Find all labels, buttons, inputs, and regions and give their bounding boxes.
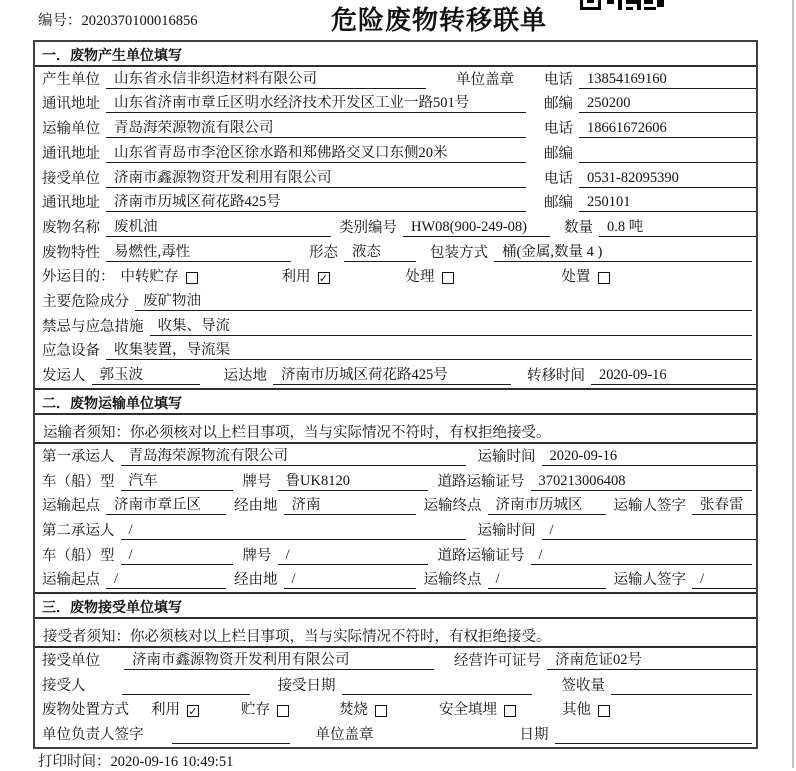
serial-label: 编号：: [38, 13, 82, 29]
disposal-option-other-label: 其他: [562, 702, 591, 719]
waste-name-row: [35, 215, 756, 240]
disposal-option-landfill: [439, 701, 516, 719]
purpose-option-dispose-label: 处置: [561, 269, 591, 286]
disposal-option-use-checkbox: ✓: [188, 705, 198, 719]
hazard-label: 主要危险成分: [42, 294, 129, 311]
carrier1-via-value: 济南: [284, 497, 416, 515]
producer-phone-label: 电话: [544, 71, 573, 88]
packing-value: 桶(金属,数量 4 ): [494, 244, 752, 262]
print-time-value: 2020-09-16 10:49:51: [110, 754, 234, 770]
disposal-option-store-label: 贮存: [241, 702, 270, 719]
qr-code-fragment: [580, 0, 664, 11]
packing-label: 包装方式: [430, 244, 488, 261]
purpose-row: [35, 265, 756, 290]
producer-seal-label: 单位盖章: [456, 71, 514, 88]
receive-unit-row: [35, 648, 756, 673]
producer-label: 产生单位: [42, 71, 100, 88]
consignor-value: 郭玉波: [92, 367, 200, 385]
disposal-option-incinerate-checkbox: [375, 705, 387, 717]
disposal-option-other-checkbox: [598, 705, 610, 717]
disposal-option-other: [562, 701, 610, 719]
disposal-label: 废物处置方式: [42, 702, 129, 719]
purpose-option-dispose-checkbox: [598, 272, 610, 284]
producer-value: 山东省永信非织造材料有限公司: [106, 71, 426, 89]
carrier1-value: 青岛海荣源物流有限公司: [121, 448, 466, 466]
carrier1-plate-value: 鲁UK8120: [278, 473, 428, 491]
receiver-zip-label: 邮编: [544, 195, 573, 212]
destination-value: 济南市历城区荷花路425号: [273, 367, 511, 385]
carrier1-label: 第一承运人: [42, 448, 115, 465]
disposal-option-use-label: 利用: [151, 702, 180, 719]
license-value: 济南危证02号: [547, 652, 756, 670]
carrier1-sign-value: 张春雷: [692, 497, 756, 515]
carrier1-time-value: 2020-09-16: [542, 448, 757, 466]
carrier2-origin-label: 运输起点: [42, 572, 100, 589]
disposal-option-incinerate-label: 焚烧: [339, 702, 368, 719]
transporter-zip-group: [544, 145, 756, 163]
carrier1-end-label: 运输终点: [423, 498, 482, 515]
receiver-zip-value: 250101: [579, 194, 756, 212]
purpose-label: 外运目的：: [42, 269, 115, 286]
disposal-option-use: [151, 701, 199, 719]
carrier2-end-value: /: [488, 571, 606, 589]
taboo-label: 禁忌与应急措施: [42, 318, 144, 335]
purpose-option-transfer-storage-checkbox: [186, 272, 198, 284]
received-qty-label: 签收量: [561, 677, 605, 694]
carrier2-time-label: 运输时间: [477, 522, 536, 539]
disposal-option-store-checkbox: [277, 705, 289, 717]
producer-zip-label: 邮编: [544, 96, 573, 113]
consignor-label: 发运人: [42, 368, 86, 385]
transporter-address-row: [35, 141, 756, 166]
purpose-option-use-label: 利用: [281, 269, 311, 286]
purpose-option-treat: [406, 268, 454, 286]
producer-zip-value: 250200: [579, 95, 756, 113]
license-label: 经营许可证号: [454, 653, 541, 670]
state-value: 液态: [344, 244, 416, 262]
producer-zip-group: [544, 95, 756, 113]
destination-label: 运达地: [223, 368, 267, 385]
carrier1-vehicle-row: [35, 469, 756, 494]
carrier2-via-value: /: [284, 571, 416, 589]
producer-row: [35, 67, 756, 92]
unit-seal-label: 单位盖章: [315, 727, 374, 744]
transporter-address-label: 通讯地址: [42, 145, 100, 162]
waste-trait-value: 易燃性,毒性: [106, 244, 291, 262]
transporter-row: [35, 116, 756, 141]
transporter-address-value: 山东省青岛市李沧区徐水路和郑佛路交叉口东侧20米: [106, 145, 526, 163]
section2-title: 二．废物运输单位填写: [35, 388, 756, 415]
quantity-value: 0.8 吨: [599, 219, 756, 237]
disposal-option-store: [241, 701, 289, 719]
category-value: HW08(900-249-08): [403, 219, 550, 237]
transporter-notice: 运输者须知：你必须核对以上栏目事项，当与实际情况不符时，有权拒绝接受。: [35, 415, 756, 444]
accept-date-label: 接受日期: [277, 677, 336, 694]
carrier2-vehicle-value: /: [121, 547, 233, 565]
carrier1-origin-value: 济南市章丘区: [106, 497, 226, 515]
manager-sign-row: [35, 722, 756, 747]
waste-trait-label: 废物特性: [42, 244, 100, 261]
carrier1-permit-label: 道路运输证号: [437, 473, 525, 490]
transfer-time-label: 转移时间: [527, 368, 585, 385]
equipment-label: 应急设备: [42, 343, 100, 360]
producer-phone-value: 13854169160: [579, 71, 756, 89]
disposal-option-incinerate: [339, 701, 387, 719]
receiver-value: 济南市鑫源物资开发利用有限公司: [106, 170, 526, 188]
state-label: 形态: [309, 244, 338, 261]
producer-address-row: [35, 92, 756, 117]
recipient-label: 接受人: [42, 677, 86, 694]
carrier2-end-label: 运输终点: [423, 572, 482, 589]
disposal-row: [35, 698, 756, 723]
purpose-option-use: [282, 268, 330, 286]
hazard-row: [35, 289, 756, 314]
transfer-time-value: 2020-09-16: [591, 367, 756, 385]
taboo-row: [35, 314, 756, 339]
transporter-phone-value: 18661672606: [579, 120, 756, 138]
manager-sign-value: [172, 726, 290, 744]
consignor-row: [35, 363, 756, 388]
waste-name-value: 废机油: [106, 219, 331, 237]
receive-unit-value: 济南市鑫源物资开发利用有限公司: [124, 652, 434, 670]
carrier2-origin-value: /: [106, 571, 226, 589]
purpose-option-transfer-storage: [121, 268, 198, 286]
received-qty-value: [611, 677, 752, 695]
waste-name-label: 废物名称: [42, 219, 100, 236]
carrier2-value: /: [121, 522, 466, 540]
disposal-option-landfill-checkbox: [504, 705, 516, 717]
receiver-address-row: [35, 191, 756, 216]
manager-sign-label: 单位负责人签字: [42, 727, 144, 744]
carrier1-time-label: 运输时间: [477, 448, 536, 465]
carrier2-row: [35, 518, 756, 543]
serial-number-line: [38, 9, 198, 30]
transporter-zip-value: [579, 145, 756, 163]
carrier1-plate-label: 牌号: [242, 473, 272, 490]
category-label: 类别编号: [339, 219, 397, 236]
transporter-value: 青岛海荣源物流有限公司: [106, 120, 526, 138]
producer-address-value: 山东省济南市章丘区明水经济技术开发区工业一路501号: [106, 95, 526, 113]
receiver-zip-group: [544, 194, 756, 212]
carrier1-route-row: [35, 494, 756, 519]
carrier1-end-value: 济南市历城区: [488, 497, 606, 515]
carrier2-permit-value: /: [531, 547, 753, 565]
receiver-address-value: 济南市历城区荷花路425号: [106, 194, 526, 212]
section1-title: 一．废物产生单位填写: [35, 42, 756, 67]
equipment-row: [35, 339, 756, 364]
receiver-phone-group: [544, 170, 756, 188]
purpose-option-use-checkbox: ✓: [318, 272, 329, 286]
transporter-zip-label: 邮编: [544, 145, 573, 162]
transporter-phone-label: 电话: [544, 121, 573, 138]
carrier2-vehicle-label: 车（船）型: [42, 547, 115, 564]
equipment-value: 收集装置，导流渠: [106, 342, 752, 360]
date-value: [555, 726, 753, 744]
carrier2-via-label: 经由地: [234, 572, 278, 589]
producer-address-label: 通讯地址: [42, 96, 100, 113]
page-title: 危险废物转移联单: [331, 5, 548, 35]
receiver-phone-label: 电话: [544, 170, 573, 187]
carrier2-plate-label: 牌号: [242, 547, 272, 564]
recipient-row: [35, 673, 756, 698]
hazard-value: 废矿物油: [135, 293, 752, 311]
carrier2-label: 第二承运人: [42, 522, 115, 539]
serial-value: 2020370100016856: [81, 13, 198, 29]
carrier2-plate-value: /: [278, 547, 428, 565]
carrier2-time-value: /: [542, 522, 757, 540]
receiver-address-label: 通讯地址: [42, 195, 100, 212]
purpose-option-treat-label: 处理: [405, 269, 435, 286]
transporter-phone-group: [544, 120, 756, 138]
purpose-option-transfer-storage-label: 中转贮存: [120, 269, 179, 286]
carrier1-row: [35, 444, 756, 469]
carrier1-origin-label: 运输起点: [42, 498, 100, 515]
manifest-form-table: [33, 40, 758, 749]
carrier2-vehicle-row: [35, 543, 756, 568]
carrier2-sign-label: 运输人签字: [613, 572, 686, 589]
accept-date-value: [342, 677, 532, 695]
print-time-label: 打印时间：: [38, 754, 111, 770]
waste-trait-row: [35, 240, 756, 265]
producer-phone-group: [544, 71, 756, 89]
carrier1-sign-label: 运输人签字: [613, 498, 686, 515]
date-label: 日期: [519, 727, 549, 744]
receive-unit-label: 接受单位: [42, 653, 100, 670]
receiver-notice: 接受者须知：你必须核对以上栏目事项，当与实际情况不符时，有权拒绝接受。: [35, 619, 756, 648]
carrier2-permit-label: 道路运输证号: [437, 547, 525, 564]
receiver-phone-value: 0531-82095390: [579, 170, 756, 188]
receiver-label: 接受单位: [42, 170, 100, 187]
page-edge-line: [792, 0, 794, 768]
purpose-option-treat-checkbox: [442, 272, 454, 284]
carrier1-permit-value: 370213006408: [531, 473, 753, 491]
carrier1-vehicle-value: 汽车: [121, 473, 233, 491]
carrier1-vehicle-label: 车（船）型: [42, 473, 115, 490]
disposal-option-landfill-label: 安全填埋: [439, 702, 497, 719]
carrier2-route-row: [35, 568, 756, 593]
carrier2-sign-value: /: [692, 571, 756, 589]
taboo-value: 收集、导流: [150, 318, 753, 336]
carrier1-via-label: 经由地: [234, 498, 278, 515]
receiver-row: [35, 166, 756, 191]
purpose-option-dispose: [562, 268, 610, 286]
quantity-label: 数量: [564, 219, 593, 236]
section3-title: 三．废物接受单位填写: [35, 592, 756, 619]
recipient-value: [122, 677, 250, 695]
transporter-label: 运输单位: [42, 121, 100, 138]
